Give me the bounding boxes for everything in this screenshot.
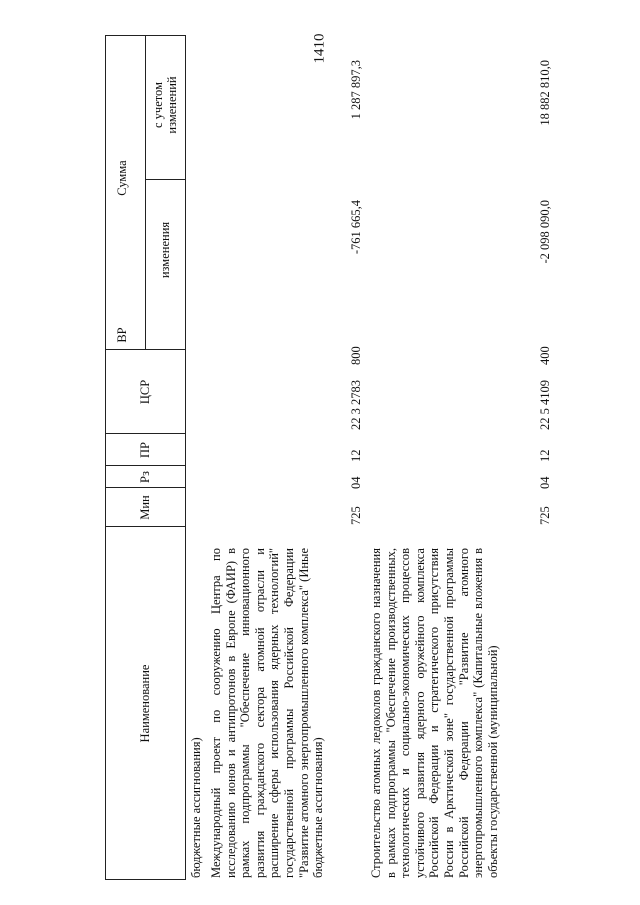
row-1-csr: 22 3 2783 — [349, 380, 363, 430]
header-vr: ВР — [115, 327, 129, 343]
row-1-change: -761 665,4 — [349, 200, 363, 255]
row-1-vr: 800 — [349, 346, 363, 365]
table-top-rule — [105, 35, 106, 880]
header-with-change: с учетом изменений — [151, 76, 179, 134]
row-2-change: -2 098 090,0 — [538, 200, 552, 264]
row-1-with-change: 1 287 897,3 — [349, 60, 363, 120]
row-2-pr: 12 — [538, 449, 552, 462]
header-change: изменения — [158, 221, 172, 279]
sum-split-rule — [145, 35, 146, 350]
row-2-with-change: 18 882 810,0 — [538, 60, 552, 126]
budget-table — [85, 35, 555, 880]
page-number: 1410 — [311, 33, 328, 64]
row-1-rz: 04 — [349, 476, 363, 489]
row-1-pr: 12 — [349, 449, 363, 462]
header-csr: ЦСР — [138, 379, 152, 405]
row-2-csr: 22 5 4109 — [538, 380, 552, 430]
row-1-min: 725 — [349, 506, 363, 525]
header-sum: Сумма — [115, 160, 129, 196]
row-2-description: Строительство атомных ледоколов гражданского назначения в рамках подпрограммы "Обеспечение производственных, технологических и социально-экономических процессов устойчивого развития ядерного оружейного комплекса Российской Федерации и стратегического присутствия России в Арктической зоне" государственной программы Российской Федерации "Развитие атомного энергопромышленного комплекса" (Капитальные вложения в объекты государственной (муниципальной) — [369, 548, 500, 878]
header-pr: ПР — [138, 442, 152, 458]
header-bottom-rule — [185, 35, 186, 880]
header-name: Наименование — [138, 664, 152, 743]
carryover-text: бюджетные ассигнования) — [189, 737, 203, 878]
row-2-min: 725 — [538, 506, 552, 525]
row-1-description: Международный проект по сооружению Центра по исследованию ионов и антипротонов в Европе (ФАИР) в рамках подпрограммы "Обеспечение инновационного развития гражданского сектора атомной отрасли и расширение сферы использования ядерных технологий" государственной программы Российской Федерации "Развитие атомного энергопромышленного комплекса" (Иные бюджетные ассигнования) — [209, 548, 326, 878]
row-2-rz: 04 — [538, 476, 552, 489]
header-rz: Рз — [138, 471, 152, 483]
header-min: Мин — [138, 495, 152, 520]
row-2-vr: 400 — [538, 346, 552, 365]
